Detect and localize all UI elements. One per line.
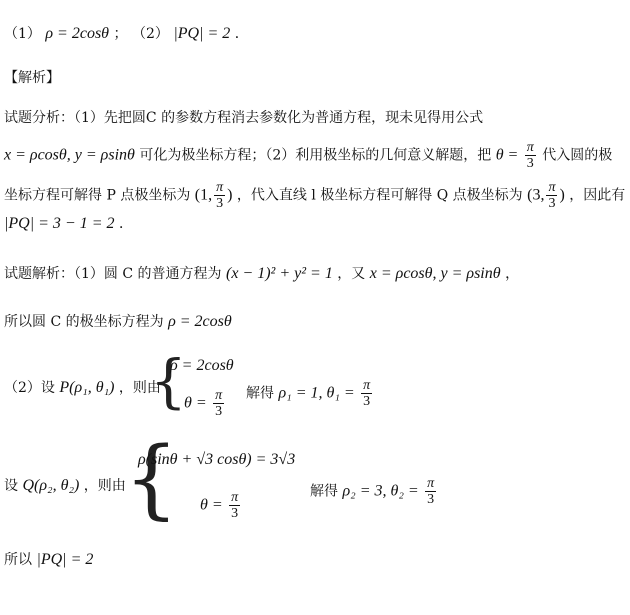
q-system-brace: { (124, 429, 179, 529)
solution-s2-a: 所以圆 C 的极坐标方程为 (4, 314, 164, 330)
analysis-line3-b: ，代入直线 l 极坐标方程可解得 Q 点极坐标为 (236, 187, 523, 204)
answer-part1-label: （1） (4, 26, 41, 42)
solution-s4-b: ，则由 (83, 478, 126, 494)
p-system-fraction (213, 388, 224, 419)
fraction-numerator: π (548, 180, 556, 195)
analysis-line3-c: ，因此有 (569, 187, 626, 204)
analysis-intro: 试题分析：（1）先把圆C 的参数方程消去参数化为普通方程，现未见得用公式 (4, 110, 484, 126)
solution-line2 (4, 312, 232, 332)
analysis-line4-end: ． (118, 216, 133, 232)
analysis-line2 (4, 140, 612, 171)
solution-polar-equation: ρ = 2cosθ (168, 313, 232, 330)
q-coord-fraction (546, 180, 557, 211)
p-system-theta: θ = (184, 394, 207, 412)
solution-final-pq: |PQ| = 2 (36, 551, 94, 568)
q-result-fraction (425, 476, 436, 507)
p-system-result (246, 378, 374, 409)
answer-separator: ； (113, 26, 128, 42)
solution-s4-a: 设 (4, 478, 18, 494)
answer-line (4, 24, 249, 44)
analysis-pq-result: |PQ| = 3 − 1 = 2 (4, 215, 115, 232)
solution-conclusion (4, 550, 93, 570)
solution-s1-a: 试题解析：（1）圆 C 的普通方程为 (4, 266, 222, 282)
answer-part1-formula: ρ = 2cosθ (45, 25, 110, 42)
fraction-denominator: 3 (231, 506, 239, 521)
solution-s5-a: 所以 (4, 552, 32, 568)
solution-polar-conversion: x = ρcosθ, y = ρsinθ (369, 265, 501, 282)
solution-s3-a: （2）设 (4, 380, 55, 396)
section-heading: 【解析】 (4, 70, 60, 86)
fraction-numerator: π (427, 476, 435, 491)
q-coord-close: ) (559, 186, 565, 204)
q-system-eq2 (200, 490, 242, 521)
q-result-value: ρ₂ = 3, θ₂ = (342, 482, 419, 500)
solution-line4 (4, 476, 126, 496)
p-system-brace: { (150, 347, 187, 415)
q-system-eq1: ρ(sinθ + √3 cosθ) = 3√3 (138, 451, 296, 468)
solution-s1-b: ，又 (337, 266, 366, 282)
fraction-numerator: π (215, 388, 223, 403)
answer-part2-label: （2） (131, 26, 169, 42)
p-system-eq2 (184, 388, 226, 419)
analysis-formula-tail: 可化为极坐标方程；（2）利用极坐标的几何意义解题，把 (139, 147, 492, 164)
solution-line3 (4, 378, 161, 398)
analysis-formula: x = ρcosθ, y = ρsinθ (4, 146, 135, 164)
analysis-theta-eq: θ = (495, 146, 519, 164)
fraction-numerator: π (363, 378, 371, 393)
solution-p-point: P(ρ₁, θ₁) (59, 379, 115, 396)
q-coord-open: (3, (527, 186, 545, 204)
analysis-line3-a: 坐标方程可解得 P 点极坐标为 (4, 187, 191, 204)
analysis-line4 (4, 214, 133, 234)
fraction-denominator: 3 (548, 196, 556, 211)
solution-line1 (4, 264, 519, 284)
fraction-denominator: 3 (526, 156, 534, 171)
q-system-theta: θ = (200, 496, 223, 514)
fraction-denominator: 3 (363, 394, 371, 409)
p-coord-fraction (214, 180, 225, 211)
fraction-denominator: 3 (427, 492, 435, 507)
p-result-fraction (361, 378, 372, 409)
answer-end: ． (234, 26, 249, 42)
p-coord-open: (1, (194, 186, 213, 204)
solution-q-point: Q(ρ₂, θ₂) (22, 477, 80, 494)
solution-circle-equation: (x − 1)² + y² = 1 (225, 265, 333, 282)
fraction-numerator: π (231, 490, 239, 505)
q-solve-label: 解得 (310, 483, 338, 500)
q-system-fraction (229, 490, 240, 521)
q-system-result (310, 476, 438, 507)
p-system-eq1: ρ = 2cosθ (170, 357, 234, 374)
fraction-numerator: π (216, 180, 224, 195)
p-coord-close: ) (227, 186, 233, 204)
analysis-after-theta: 代入圆的极 (542, 147, 613, 164)
solution-s1-d: ， (505, 266, 520, 282)
p-solve-label: 解得 (246, 385, 274, 402)
p-result-value: ρ₁ = 1, θ₁ = (278, 384, 355, 402)
solution-s3-b: ，则由 (118, 380, 161, 396)
analysis-theta-fraction (525, 140, 536, 171)
fraction-denominator: 3 (216, 196, 224, 211)
analysis-line3 (4, 180, 625, 211)
fraction-denominator: 3 (215, 404, 223, 419)
fraction-numerator: π (526, 140, 534, 155)
answer-part2-formula: |PQ| = 2 (173, 25, 231, 42)
